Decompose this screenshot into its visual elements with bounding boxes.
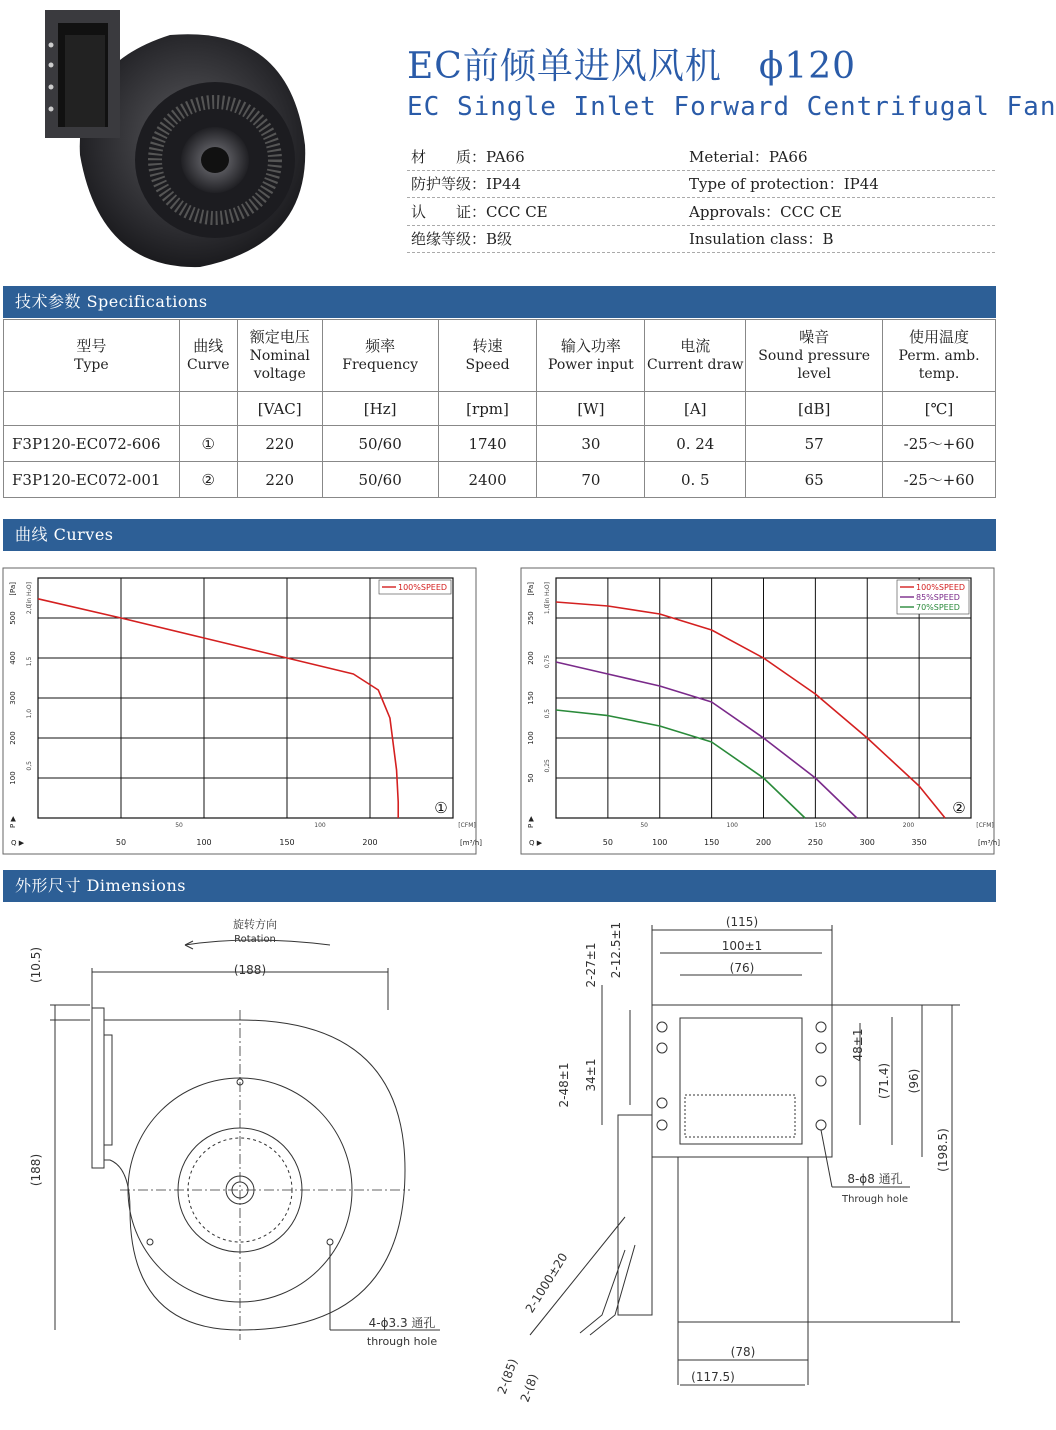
y2-tick-label: 0,5 xyxy=(26,761,33,771)
y-tick-label: 50 xyxy=(527,773,535,783)
unit-cell: [rpm] xyxy=(438,392,537,426)
cell-voltage: 220 xyxy=(237,462,322,498)
dim-100-label: 100±1 xyxy=(721,939,763,953)
x2-tick-label: 50 xyxy=(640,822,648,829)
y-tick-label: 300 xyxy=(9,691,17,705)
x2-tick-label: 100 xyxy=(314,822,326,829)
cell-sound: 57 xyxy=(746,426,883,462)
section-header-specs: 技术参数 Specifications xyxy=(3,286,996,318)
cell-curve: ② xyxy=(179,462,237,498)
cell-voltage: 220 xyxy=(237,426,322,462)
unit-cell: [A] xyxy=(645,392,746,426)
legend-label: 85%SPEED xyxy=(916,593,960,602)
y2-tick-label: 0,25 xyxy=(544,759,551,773)
cell-temp: -25～+60 xyxy=(883,462,996,498)
cell-current: 0. 5 xyxy=(645,462,746,498)
header-cell: 噪音 Sound pressure level xyxy=(746,320,883,392)
p-axis-label: P ▶ xyxy=(9,816,17,828)
x-tick-label: 100 xyxy=(652,838,668,847)
property-list xyxy=(407,143,995,253)
cell-curve: ① xyxy=(179,426,237,462)
curve-marker: ① xyxy=(434,799,448,817)
cell-speed: 1740 xyxy=(438,426,537,462)
section-header-dimensions: 外形尺寸 Dimensions xyxy=(3,870,996,902)
header-cell: 使用温度 Perm. amb. temp. xyxy=(883,320,996,392)
dim-85-label: 2-(85) xyxy=(494,1356,521,1397)
legend-label: 70%SPEED xyxy=(916,603,960,612)
header-cell: 额定电压 Nominal voltage xyxy=(237,320,322,392)
cell-speed: 2400 xyxy=(438,462,537,498)
legend-label: 100%SPEED xyxy=(398,583,448,592)
product-photo xyxy=(40,5,330,275)
x-tick-label: 150 xyxy=(279,838,295,847)
y-tick-label: 400 xyxy=(9,651,17,665)
x-tick-label: 350 xyxy=(911,838,927,847)
x2-tick-label: 150 xyxy=(814,822,827,829)
unit-cell: [℃] xyxy=(883,392,996,426)
dim-34-label: 34±1 xyxy=(584,1058,598,1092)
table-row xyxy=(4,426,996,462)
cell-temp: -25～+60 xyxy=(883,426,996,462)
curve-marker: ② xyxy=(952,799,966,817)
spec-table xyxy=(3,319,996,498)
y2-tick-label: 1,0 xyxy=(26,708,33,719)
section-header-curves: 曲线 Curves xyxy=(3,519,996,551)
unit-cell xyxy=(179,392,237,426)
property-en: Meterial：PA66 xyxy=(689,147,808,166)
dim-76-label: (76) xyxy=(729,961,755,975)
y2-tick-label: 2,0 xyxy=(26,604,33,615)
dim-96-label: (96) xyxy=(907,1068,921,1094)
x-unit-label: [m³/h] xyxy=(978,839,1000,847)
rotation-label-en: Rotation xyxy=(234,934,276,945)
page-title-en: EC Single Inlet Forward Centrifugal Fan xyxy=(407,92,1056,122)
performance-chart-2 xyxy=(521,568,1000,854)
property-cn: 绝缘等级：B级 xyxy=(411,230,513,249)
rotation-label-cn: 旋转方向 xyxy=(233,918,277,931)
property-row xyxy=(407,198,995,226)
cell-sound: 65 xyxy=(746,462,883,498)
dim-117-5-label: (117.5) xyxy=(691,1370,735,1384)
dim-2-27-label: 2-27±1 xyxy=(584,942,598,988)
header-cell: 型号 Type xyxy=(4,320,180,392)
property-row xyxy=(407,143,995,171)
hole-note-cn: 4-ϕ3.3 通孔 xyxy=(368,1316,436,1330)
header-cell: 转速 Speed xyxy=(438,320,537,392)
x-tick-label: 100 xyxy=(196,838,212,847)
q-axis-label: Q ▶ xyxy=(529,839,543,847)
p-axis-label: P ▶ xyxy=(527,816,535,828)
dim-78-label: (78) xyxy=(730,1345,756,1359)
spec-header-row xyxy=(4,320,996,392)
dim-height-label: (188) xyxy=(29,1153,43,1187)
page-title-cn: EC前倾单进风风机 ϕ120 xyxy=(407,46,857,87)
property-row xyxy=(407,226,995,254)
hole-note-en: through hole xyxy=(366,1335,438,1348)
y2-tick-label: 1,0 xyxy=(544,604,551,615)
dim-48-label: 48±1 xyxy=(851,1028,865,1062)
property-cn: 材 质：PA66 xyxy=(411,147,525,166)
dim-2-48-label: 2-48±1 xyxy=(557,1062,571,1108)
y-unit-label: [Pa] xyxy=(9,582,17,596)
x2-unit-label: [CFM] xyxy=(976,822,994,829)
property-cn: 认 证：CCC CE xyxy=(411,202,548,221)
property-en: Approvals：CCC CE xyxy=(689,202,842,221)
unit-cell: [VAC] xyxy=(237,392,322,426)
header-cell: 频率 Frequency xyxy=(322,320,438,392)
unit-cell: [dB] xyxy=(746,392,883,426)
y2-unit-label: [in H₂O] xyxy=(26,582,33,606)
dimension-drawing-side xyxy=(10,910,490,1350)
header-cell: 输入功率 Power input xyxy=(537,320,645,392)
property-row xyxy=(407,171,995,199)
dim-flange-label: (10.5) xyxy=(29,946,43,984)
y-tick-label: 100 xyxy=(9,771,17,785)
dim-71-4-label: (71.4) xyxy=(877,1062,891,1100)
property-en: Type of protection：IP44 xyxy=(689,175,879,194)
y-tick-label: 200 xyxy=(527,651,535,665)
unit-cell: [W] xyxy=(537,392,645,426)
dim-115-label: (115) xyxy=(725,915,759,929)
x-tick-label: 200 xyxy=(362,838,378,847)
cell-type: F3P120-EC072-606 xyxy=(4,426,180,462)
dim-width-label: (188) xyxy=(233,963,267,977)
dimension-drawing-front xyxy=(494,905,980,1420)
x-tick-label: 300 xyxy=(859,838,875,847)
cell-power: 70 xyxy=(537,462,645,498)
property-cn: 防护等级：IP44 xyxy=(411,175,522,194)
y-tick-label: 200 xyxy=(9,731,17,745)
property-en: Insulation class：B xyxy=(689,230,834,249)
x-tick-label: 50 xyxy=(602,838,613,847)
y-tick-label: 100 xyxy=(527,731,535,745)
y2-tick-label: 0,5 xyxy=(544,708,551,719)
chart-frame xyxy=(3,568,476,854)
cell-current: 0. 24 xyxy=(645,426,746,462)
y-tick-label: 250 xyxy=(527,611,535,625)
hole-note-en: Through hole xyxy=(841,1194,909,1205)
y2-unit-label: [in H₂O] xyxy=(544,582,551,606)
x-unit-label: [m³/h] xyxy=(460,839,482,847)
y2-tick-label: 0,75 xyxy=(544,654,551,669)
cell-frequency: 50/60 xyxy=(322,462,438,498)
spec-unit-row xyxy=(4,392,996,426)
cell-type: F3P120-EC072-001 xyxy=(4,462,180,498)
y-unit-label: [Pa] xyxy=(527,582,535,596)
y-tick-label: 150 xyxy=(527,691,535,705)
x-tick-label: 50 xyxy=(115,838,127,847)
cell-power: 30 xyxy=(537,426,645,462)
x2-unit-label: [CFM] xyxy=(458,822,476,829)
header-cell: 曲线 Curve xyxy=(179,320,237,392)
legend-label: 100%SPEED xyxy=(916,583,966,592)
performance-chart-1 xyxy=(3,568,482,854)
x-tick-label: 150 xyxy=(703,838,720,847)
y-tick-label: 500 xyxy=(9,611,17,625)
hole-note-cn: 8-ϕ8 通孔 xyxy=(847,1172,903,1186)
q-axis-label: Q ▶ xyxy=(11,839,25,847)
dim-cable-label: 2-1000±20 xyxy=(522,1250,571,1316)
x-tick-label: 250 xyxy=(807,838,824,847)
header-cell: 电流 Current draw xyxy=(645,320,746,392)
x-tick-label: 200 xyxy=(755,838,772,847)
unit-cell xyxy=(4,392,180,426)
y2-tick-label: 1,5 xyxy=(26,656,33,667)
table-row xyxy=(4,462,996,498)
cell-frequency: 50/60 xyxy=(322,426,438,462)
unit-cell: [Hz] xyxy=(322,392,438,426)
x2-tick-label: 100 xyxy=(726,822,738,829)
dim-198-5-label: (198.5) xyxy=(936,1128,950,1172)
dim-8-label: 2-(8) xyxy=(517,1372,541,1405)
dim-2-12-5-label: 2-12.5±1 xyxy=(609,921,623,979)
x2-tick-label: 200 xyxy=(902,822,915,829)
x2-tick-label: 50 xyxy=(175,822,183,829)
